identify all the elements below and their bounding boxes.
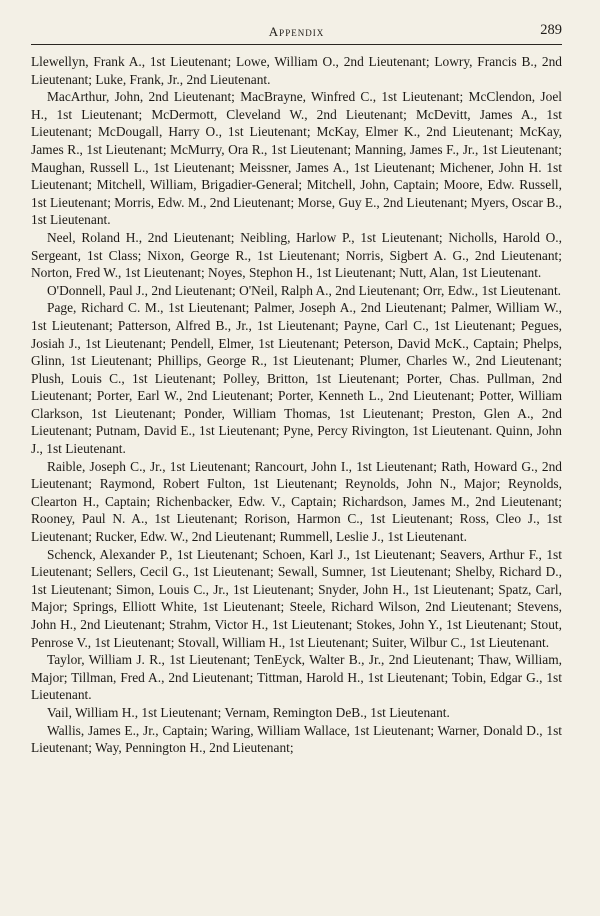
page-header bbox=[31, 22, 562, 45]
page-body bbox=[31, 53, 562, 757]
paragraph-n: Neel, Roland H., 2nd Lieutenant; Neibling, Harlow P., 1st Lieutenant; Nicholls, Harold O., Sergeant, 1st Class; Nixon, George R., 1st Lieutenant; Norris, Sigbert A. G., 2nd Lieutenant; Norton, Fred W., 1st Lieutenant; Noyes, Stephon H., 1st Lieutenant; Nutt, Alan, 1st Lieutenant. bbox=[31, 229, 562, 281]
paragraph-l: Llewellyn, Frank A., 1st Lieutenant; Lowe, William O., 2nd Lieutenant; Lowry, Francis B., 2nd Lieutenant; Luke, Frank, Jr., 2nd Lieutenant. bbox=[31, 54, 562, 87]
paragraph-w: Wallis, James E., Jr., Captain; Waring, William Wallace, 1st Lieutenant; Warner, Donald D., 1st Lieutenant; Way, Pennington H., 2nd Lieutenant; bbox=[31, 722, 562, 756]
paragraph-r: Raible, Joseph C., Jr., 1st Lieutenant; Rancourt, John I., 1st Lieutenant; Rath, Howard G., 2nd Lieutenant; Raymond, Robert Fulton, 1st Lieutenant; Reynolds, John N., Major; Reynolds, Clearton H., Captain; Richenbacker, Edw. V., Captain; Richardson, James M., 2nd Lieutenant; Rooney, Paul N. A., 1st Lieutenant; Rorison, Harmon C., 1st Lieutenant; Ross, Cleo J., 1st Lieutenant; Rucker, Edw. W., 2nd Lieutenant; Rummell, Leslie J., 1st Lieutenant. bbox=[31, 458, 562, 545]
running-head: Appendix bbox=[268, 24, 325, 39]
page-number: 289 bbox=[540, 22, 562, 38]
paragraph-s: Schenck, Alexander P., 1st Lieutenant; Schoen, Karl J., 1st Lieutenant; Seavers, Arthur F., 1st Lieutenant; Sellers, Cecil G., 1st Lieutenant; Sewall, Sumner, 1st Lieutenant; Shelby, Richard D., 1st Lieutenant; Simon, Louis C., Jr., 1st Lieutenant; Snyder, John H., 1st Lieutenant; Spatz, Carl, Major; Springs, Elliott White, 1st Lieutenant; Steele, Richard Wilson, 2nd Lieutenant; Stevens, John H., 2nd Lieutenant; Strahm, Victor H., 1st Lieutenant; Stokes, John Y., 1st Lieutenant; Stout, Penrose V., 1st Lieutenant; Stovall, William H., 1st Lieutenant; Suiter, Wilbur C., 1st Lieutenant. bbox=[31, 546, 562, 650]
paragraph-v: Vail, William H., 1st Lieutenant; Vernam, Remington DeB., 1st Lieutenant. bbox=[47, 704, 450, 720]
paragraph-o: O'Donnell, Paul J., 2nd Lieutenant; O'Neil, Ralph A., 2nd Lieutenant; Orr, Edw., 1st Lieutenant. bbox=[47, 282, 562, 298]
paragraph-m: MacArthur, John, 2nd Lieutenant; MacBrayne, Winfred C., 1st Lieutenant; McClendon, Joel H., 1st Lieutenant; McDermott, Cleveland W., 2nd Lieutenant; McDevitt, James A., 1st Lieutenant; McDougall, Harry O., 1st Lieutenant; McKay, Elmer K., 2nd Lieutenant; McKay, James R., 1st Lieutenant; McMurry, Ora R., 1st Lieutenant; Manning, James F., Jr., 1st Lieutenant; Maughan, Russell L., 1st Lieutenant; Meissner, James A., 1st Lieutenant; Michener, John H. 1st Lieutenant; Mitchell, William, Brigadier-General; Mitchell, John, Captain; Moore, Edw. Russell, 1st Lieutenant; Morris, Edw. M., 2nd Lieutenant; Morse, Guy E., 2nd Lieutenant; Myers, Oscar B., 1st Lieutenant. bbox=[31, 89, 562, 228]
paragraph-t: Taylor, William J. R., 1st Lieutenant; TenEyck, Walter B., Jr., 2nd Lieutenant; Thaw, William, Major; Tillman, Fred A., 2nd Lieutenant; Tittman, Harold H., 1st Lieutenant; Tobin, Edgar G., 1st Lieutenant. bbox=[31, 652, 562, 703]
paragraph-p-q: Page, Richard C. M., 1st Lieutenant; Palmer, Joseph A., 2nd Lieutenant; Palmer, William W., 1st Lieutenant; Patterson, Alfred B., Jr., 1st Lieutenant; Payne, Carl C., 1st Lieutenant; Pegues, Josiah J., 1st Lieutenant; Pendell, Elmer, 1st Lieutenant; Peterson, David McK., Captain; Phelps, Glinn, 1st Lieutenant; Phillips, George R., 1st Lieutenant; Plumer, Charles W., 2nd Lieutenant; Plush, Louis C., 1st Lieutenant; Polley, Britton, 1st Lieutenant; Porter, Chas. Pullman, 2nd Lieutenant; Porter, Earl W., 2nd Lieutenant; Porter, Kenneth L., 2nd Lieutenant; Potter, William Clarkson, 1st Lieutenant; Ponder, William Thomas, 1st Lieutenant; Preston, Glen A., 2nd Lieutenant; Putnam, David E., 1st Lieutenant; Pyne, Percy Rivington, 1st Lieutenant. Quinn, John J., 1st Lieutenant. bbox=[31, 300, 562, 457]
